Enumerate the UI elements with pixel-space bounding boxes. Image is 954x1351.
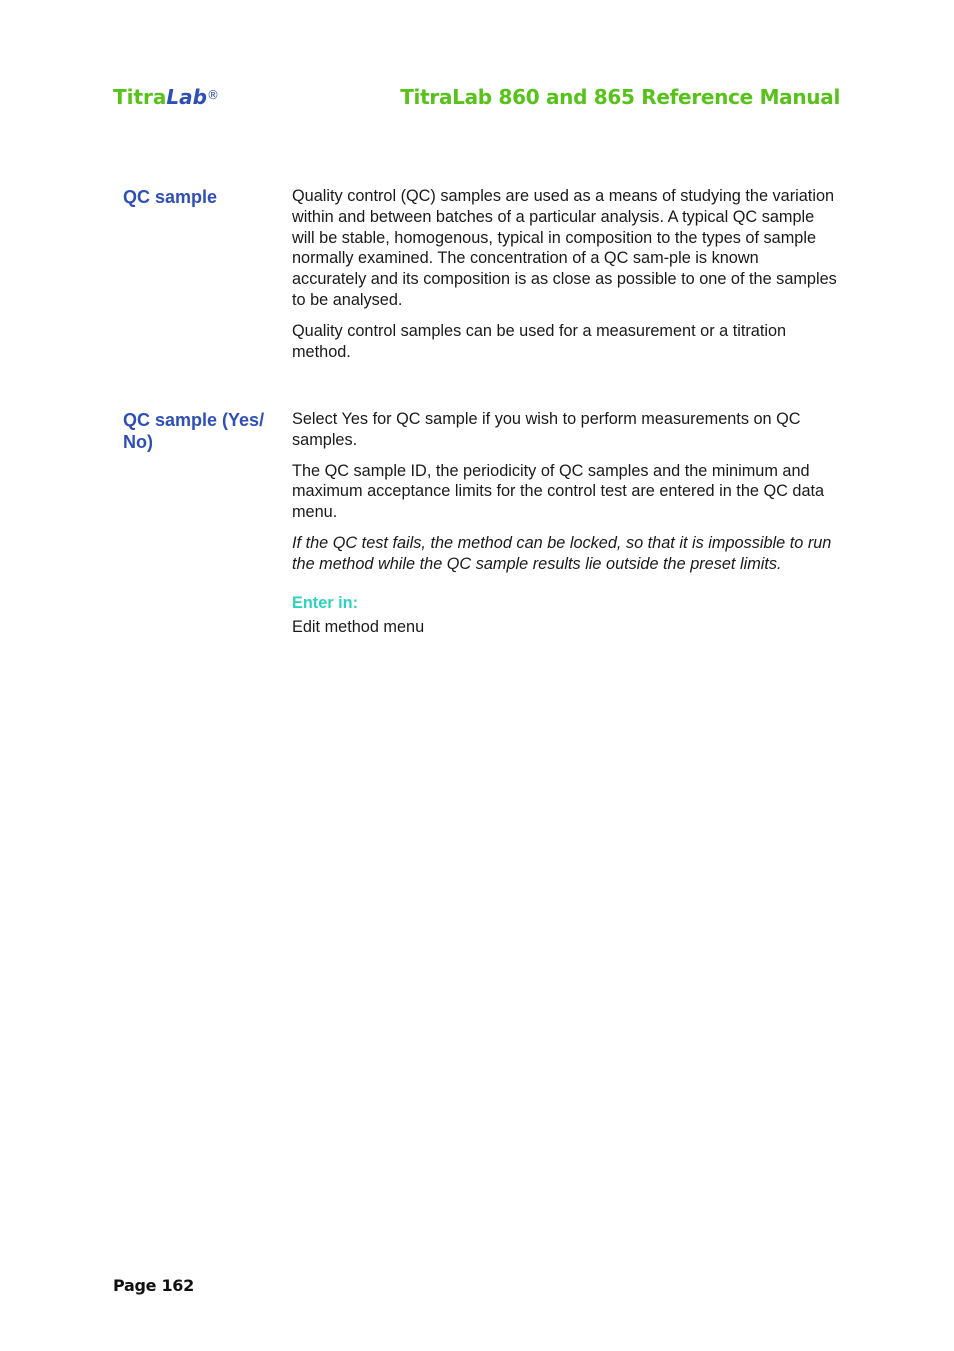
brand-logo: [113, 84, 219, 110]
note-paragraph: If the QC test fails, the method can be locked, so that it is impossible to run the method while the QC sample results lie outside the preset limits.: [292, 533, 832, 573]
brand-prefix: Titra: [113, 85, 167, 109]
brand-suffix: Lab: [166, 85, 207, 109]
enter-in-label: Enter in:: [292, 593, 359, 612]
paragraph: Quality control samples can be used for a measurement or a titration method.: [292, 321, 787, 361]
description-qc-sample: [292, 186, 837, 372]
page-number: Page 162: [113, 1276, 194, 1295]
paragraph: Select Yes for QC sample if you wish to perform measurements on QC samples.: [292, 410, 801, 449]
paragraph: Quality control (QC) samples are used as a means of studying the variation within and between batches of a particular analysis. A typical QC sample will be stable, homogenous, typical in composition to the types of sample normally examined. The concentration of a QC sam-ple is known accurately and its composition is as close as possible to one of the samples to be analysed.: [292, 187, 837, 309]
enter-in-value: Edit method menu: [292, 617, 425, 636]
manual-title: TitraLab 860 and 865 Reference Manual: [400, 85, 840, 109]
description-qc-sample-yes-no: [292, 409, 837, 637]
term-qc-sample: QC sample: [123, 187, 218, 207]
paragraph: The QC sample ID, the periodicity of QC samples and the minimum and maximum acceptance limits for the control test are entered in the QC data menu.: [292, 461, 825, 522]
registered-mark: ®: [206, 88, 219, 102]
term-qc-sample-yes-no: QC sample (Yes/ No): [123, 410, 265, 452]
